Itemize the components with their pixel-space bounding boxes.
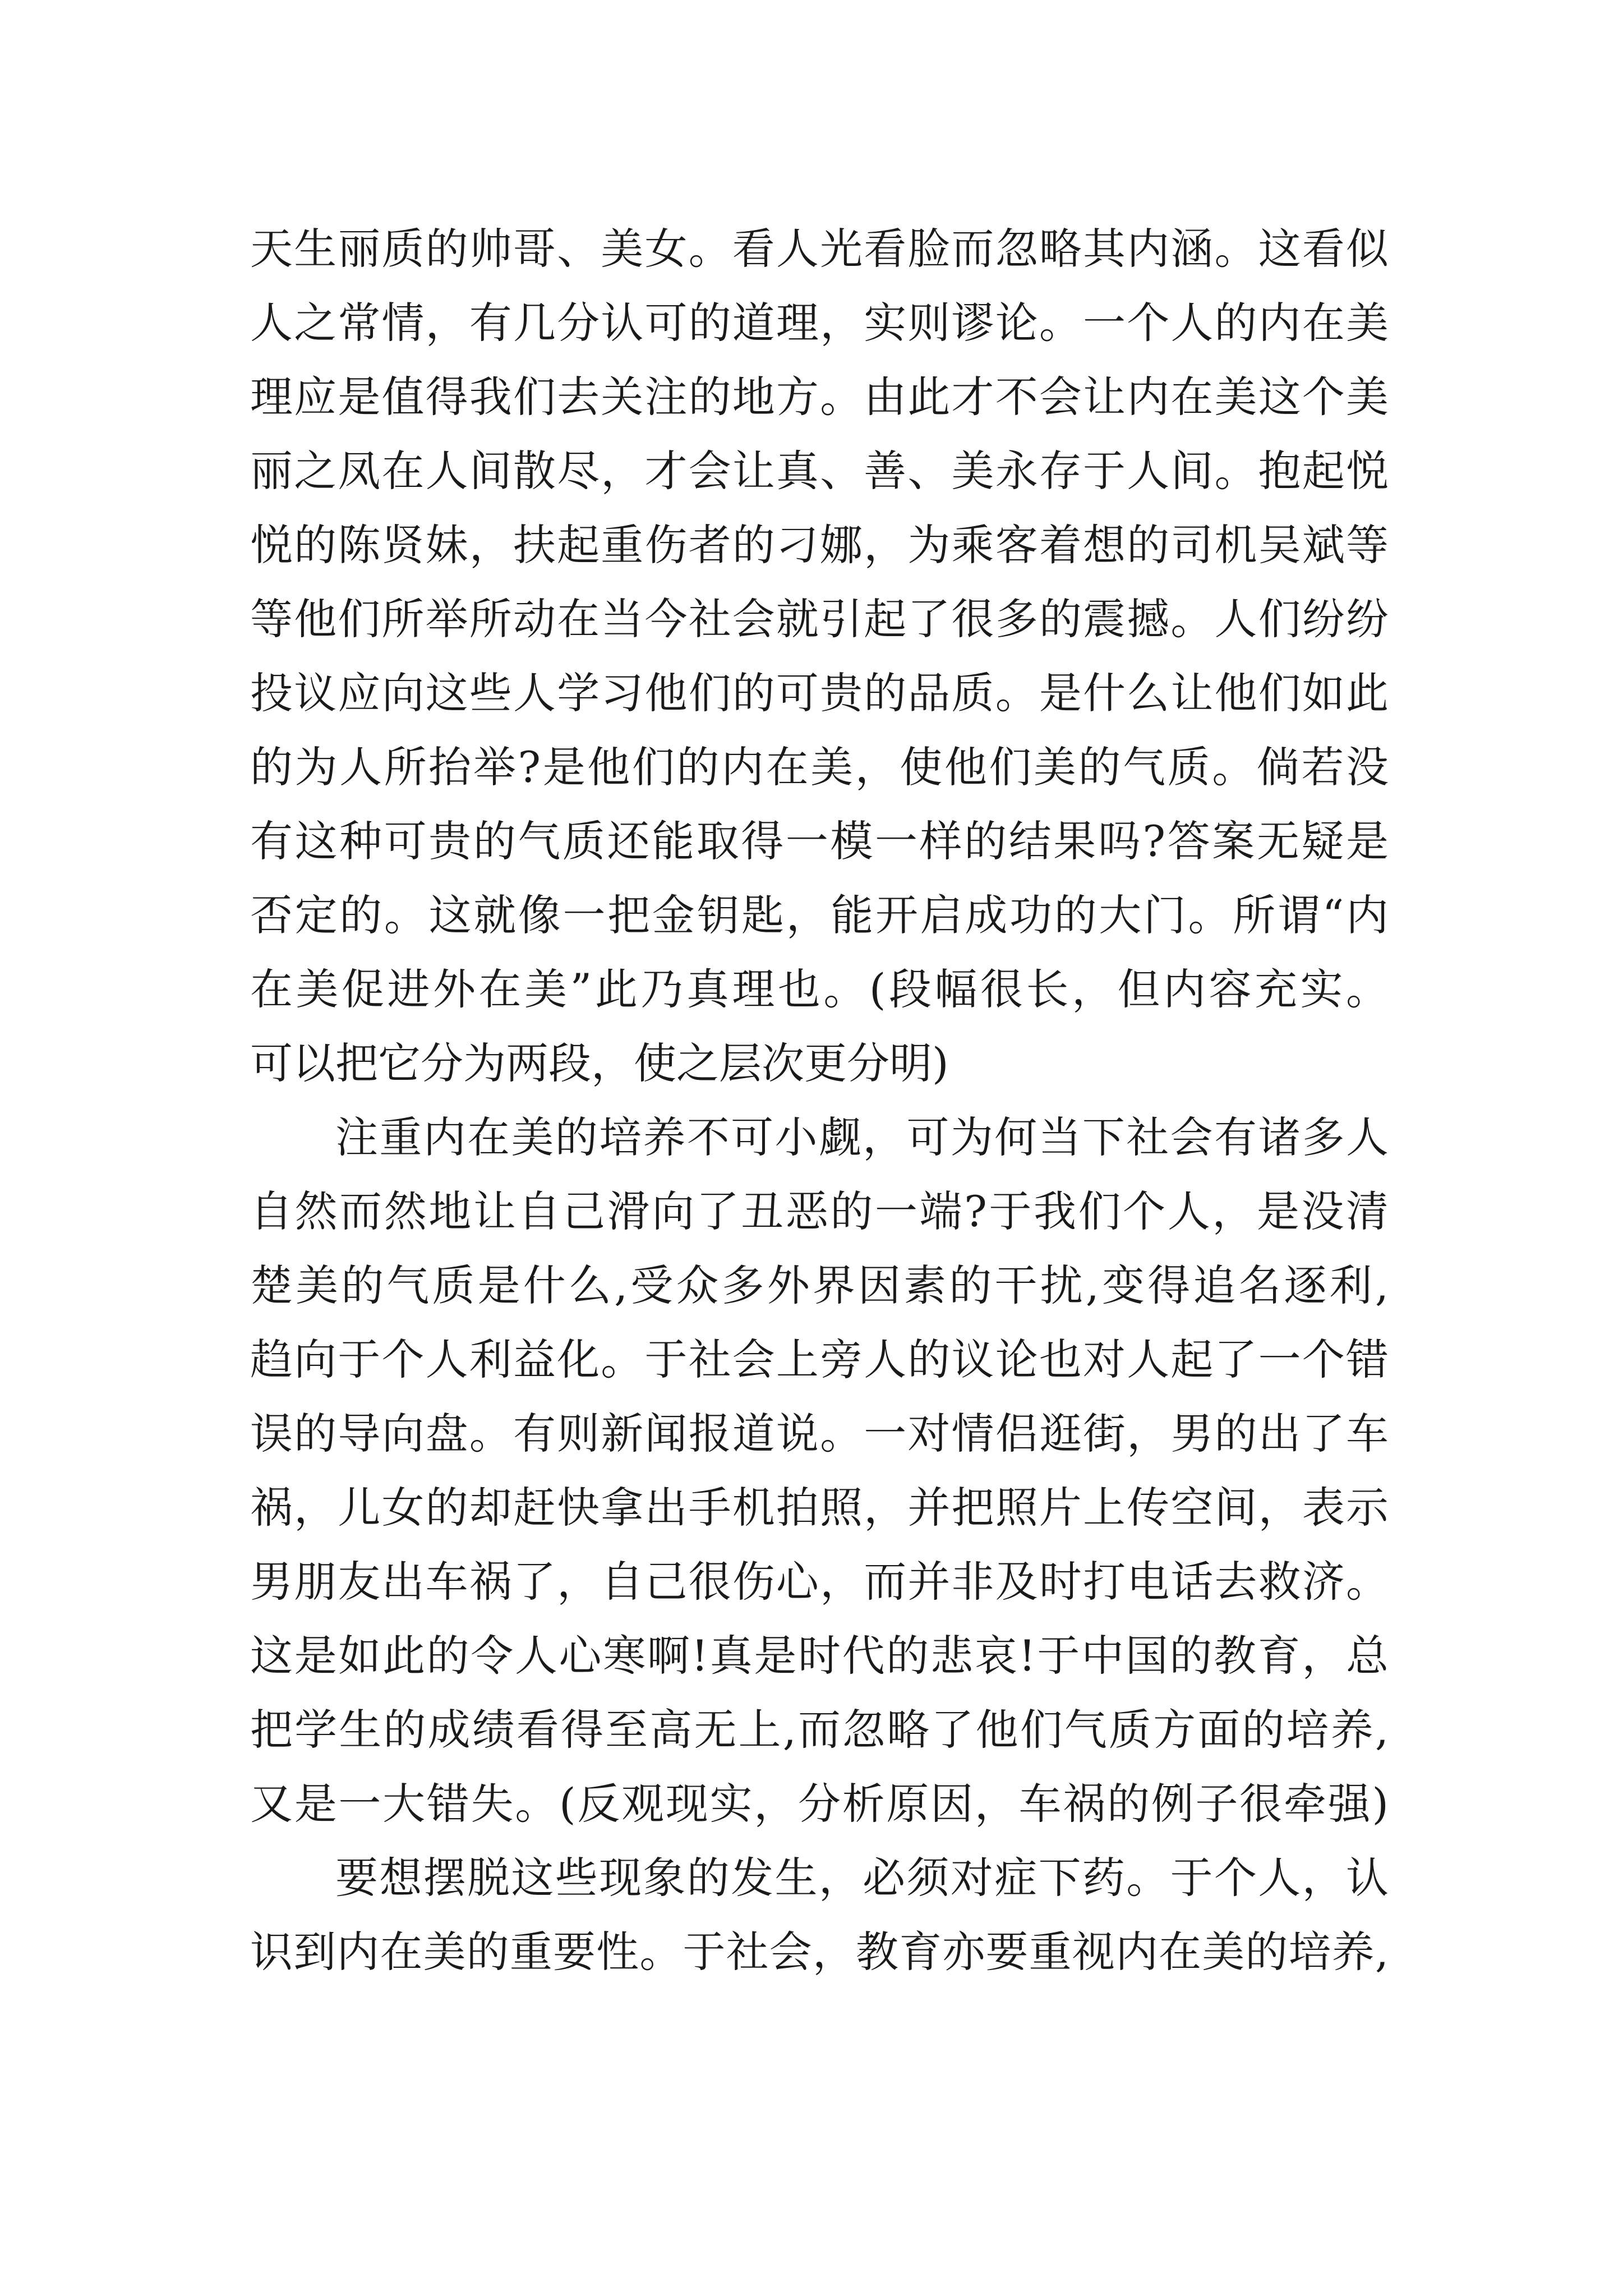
- text-line: 可以把它分为两段，使之层次更分明): [250, 1038, 949, 1088]
- text-line: 投议应向这些人学习他们的可贵的品质。是什么让他们如此: [250, 668, 1389, 718]
- text-line: 的为人所抬举?是他们的内在美，使他们美的气质。倘若没: [250, 742, 1389, 792]
- text-line: 理应是值得我们去关注的地方。由此才不会让内在美这个美: [250, 372, 1389, 422]
- paragraph-3: [250, 1841, 1389, 1989]
- text-line: 自然而然地让自己滑向了丑恶的一端?于我们个人，是没清: [250, 1186, 1389, 1236]
- text-line: 有这种可贵的气质还能取得一模一样的结果吗?答案无疑是: [250, 816, 1389, 866]
- text-line: 天生丽质的帅哥、美女。看人光看脸而忽略其内涵。这看似: [250, 224, 1389, 274]
- text-line: 误的导向盘。有则新闻报道说。一对情侣逛街，男的出了车: [250, 1409, 1389, 1458]
- text-line: 悦的陈贤妹，扶起重伤者的刁娜，为乘客着想的司机吴斌等: [250, 520, 1389, 570]
- paragraph-1: [250, 212, 1389, 1101]
- text-line: 人之常情，有几分认可的道理，实则谬论。一个人的内在美: [250, 298, 1389, 348]
- text-line: 男朋友出车祸了，自己很伤心，而并非及时打电话去救济。: [250, 1557, 1389, 1607]
- text-line: 识到内在美的重要性。于社会，教育亦要重视内在美的培养,: [250, 1927, 1389, 1977]
- text-line: 等他们所举所动在当今社会就引起了很多的震撼。人们纷纷: [250, 594, 1389, 644]
- text-line: 这是如此的令人心寒啊!真是时代的悲哀!于中国的教育，总: [250, 1631, 1389, 1681]
- text-line: 趋向于个人利益化。于社会上旁人的议论也对人起了一个错: [250, 1335, 1389, 1384]
- paragraph-2: [250, 1101, 1389, 1841]
- text-line: 在美促进外在美”此乃真理也。(段幅很长，但内容充实。: [250, 964, 1389, 1014]
- essay-text: [250, 212, 1389, 1989]
- text-line: 祸，儿女的却赶快拿出手机拍照，并把照片上传空间，表示: [250, 1483, 1389, 1533]
- text-line: 丽之凤在人间散尽，才会让真、善、美永存于人间。抱起悦: [250, 446, 1389, 496]
- text-line: 否定的。这就像一把金钥匙，能开启成功的大门。所谓“内: [250, 890, 1389, 940]
- text-line: 又是一大错失。(反观现实，分析原因，车祸的例子很牵强): [250, 1779, 1389, 1829]
- text-line: 要想摆脱这些现象的发生，必须对症下药。于个人，认: [335, 1853, 1389, 1903]
- text-line: 楚美的气质是什么,受众多外界因素的干扰,变得追名逐利,: [250, 1260, 1389, 1310]
- text-line: 注重内在美的培养不可小觑，可为何当下社会有诸多人: [335, 1112, 1389, 1162]
- text-line: 把学生的成绩看得至高无上,而忽略了他们气质方面的培养,: [250, 1705, 1389, 1755]
